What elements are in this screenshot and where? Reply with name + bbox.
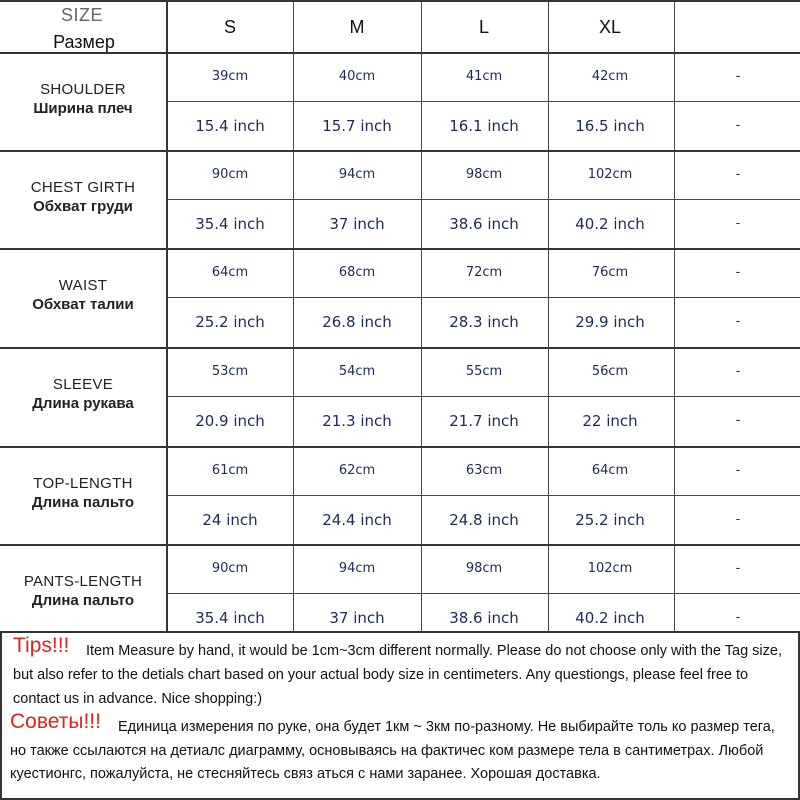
inch-value-cell: 40.2 inch xyxy=(575,214,645,233)
inch-value-cell: - xyxy=(735,117,741,133)
row-divider xyxy=(0,248,800,250)
row-label-ru: Обхват талии xyxy=(32,296,134,313)
row-divider xyxy=(0,150,800,152)
sub-row-divider xyxy=(167,199,800,200)
cm-value-cell: - xyxy=(735,166,741,182)
row-label: WAIST xyxy=(58,277,108,294)
row-divider xyxy=(0,631,800,633)
cm-value-cell: 64cm xyxy=(211,264,249,280)
inch-value-cell: 24.4 inch xyxy=(322,510,392,529)
row-label-ru: Длина пальто xyxy=(31,592,135,609)
column-divider xyxy=(674,0,675,631)
inch-value-cell: 25.2 inch xyxy=(575,510,645,529)
cm-value-cell: - xyxy=(735,363,741,379)
size-column-header: S xyxy=(223,17,236,37)
row-label-ru: Длина пальто xyxy=(31,494,135,511)
cm-value-cell: 62cm xyxy=(338,462,376,478)
inch-value-cell: 37 inch xyxy=(329,214,385,233)
cm-value-cell: 42cm xyxy=(591,68,629,84)
row-label: SLEEVE xyxy=(52,376,114,393)
size-header-label-ru: Размер xyxy=(53,32,115,52)
cm-value-cell: 40cm xyxy=(338,68,376,84)
column-divider xyxy=(166,0,168,631)
row-label-ru: Ширина плеч xyxy=(33,100,133,117)
column-divider xyxy=(293,0,294,631)
cm-value-cell: 76cm xyxy=(591,264,629,280)
inch-value-cell: - xyxy=(735,313,741,329)
row-label: SHOULDER xyxy=(40,81,126,98)
tips-text: Item Measure by hand, it would be 1cm~3cm different normally. Please do not choose only with the Tag size, but also refer to the detials chart based on your actual body size in centimeters. Any questiongs, please feel free to contact us in advance. Nice shopping:) xyxy=(13,643,782,707)
row-divider xyxy=(0,0,800,2)
cm-value-cell: 68cm xyxy=(338,264,376,280)
inch-value-cell: 25.2 inch xyxy=(195,312,265,331)
cm-value-cell: 90cm xyxy=(211,166,249,182)
size-header-label: SIZE xyxy=(60,5,103,25)
inch-value-cell: 21.7 inch xyxy=(449,411,519,430)
cm-value-cell: 64cm xyxy=(591,462,629,478)
row-label: CHEST GIRTH xyxy=(30,179,136,196)
row-label-ru: Длина рукава xyxy=(32,395,134,412)
tips-title: Tips!!! xyxy=(13,634,70,657)
cm-value-cell: 53cm xyxy=(211,363,249,379)
size-column-header: L xyxy=(478,17,489,37)
cm-value-cell: 61cm xyxy=(211,462,249,478)
inch-value-cell: - xyxy=(735,511,741,527)
row-divider xyxy=(0,544,800,546)
inch-value-cell: 20.9 inch xyxy=(195,411,265,430)
cm-value-cell: 56cm xyxy=(591,363,629,379)
cm-value-cell: 98cm xyxy=(465,560,503,576)
sovety-text: Единица измерения по руке, она будет 1км ~ 3км по-разному. Не выбирайте толь ко размер тега, но также ссылаются на детиалс диаграмму, основываясь на фактичес ком размере тела в сантиметрах. Любой куестионгс, пожалуйста, не стесняйтесь связ аться с нами заранее. Хорошая доставка. xyxy=(10,719,775,782)
inch-value-cell: 35.4 inch xyxy=(195,214,265,233)
inch-value-cell: - xyxy=(735,609,741,625)
cm-value-cell: 94cm xyxy=(338,560,376,576)
inch-value-cell: 24.8 inch xyxy=(449,510,519,529)
sub-row-divider xyxy=(167,101,800,102)
row-divider xyxy=(0,347,800,349)
inch-value-cell: 15.4 inch xyxy=(195,116,265,135)
inch-value-cell: 26.8 inch xyxy=(322,312,392,331)
cm-value-cell: 98cm xyxy=(465,166,503,182)
inch-value-cell: 38.6 inch xyxy=(449,608,519,627)
inch-value-cell: - xyxy=(735,412,741,428)
column-divider xyxy=(421,0,422,631)
cm-value-cell: 63cm xyxy=(465,462,503,478)
cm-value-cell: 72cm xyxy=(465,264,503,280)
cm-value-cell: - xyxy=(735,264,741,280)
inch-value-cell: 16.5 inch xyxy=(575,116,645,135)
inch-value-cell: 28.3 inch xyxy=(449,312,519,331)
row-label: TOP-LENGTH xyxy=(33,475,133,492)
cm-value-cell: - xyxy=(735,462,741,478)
cm-value-cell: 39cm xyxy=(211,68,249,84)
inch-value-cell: - xyxy=(735,215,741,231)
size-column-header: XL xyxy=(598,17,622,37)
size-column-header xyxy=(678,15,798,39)
notes-border xyxy=(0,631,2,800)
cm-value-cell: 54cm xyxy=(338,363,376,379)
inch-value-cell: 21.3 inch xyxy=(322,411,392,430)
inch-value-cell: 24 inch xyxy=(202,510,258,529)
inch-value-cell: 16.1 inch xyxy=(449,116,519,135)
sub-row-divider xyxy=(167,593,800,594)
cm-value-cell: 94cm xyxy=(338,166,376,182)
cm-value-cell: - xyxy=(735,560,741,576)
sub-row-divider xyxy=(167,495,800,496)
row-label-ru: Обхват груди xyxy=(33,198,133,215)
cm-value-cell: - xyxy=(735,68,741,84)
size-column-header: M xyxy=(349,17,365,37)
sub-row-divider xyxy=(167,297,800,298)
column-divider xyxy=(548,0,549,631)
inch-value-cell: 37 inch xyxy=(329,608,385,627)
cm-value-cell: 55cm xyxy=(465,363,503,379)
row-divider xyxy=(0,52,800,54)
row-divider xyxy=(0,446,800,448)
inch-value-cell: 35.4 inch xyxy=(195,608,265,627)
cm-value-cell: 102cm xyxy=(587,560,633,576)
cm-value-cell: 102cm xyxy=(587,166,633,182)
inch-value-cell: 15.7 inch xyxy=(322,116,392,135)
cm-value-cell: 41cm xyxy=(465,68,503,84)
cm-value-cell: 90cm xyxy=(211,560,249,576)
sovety-title: Советы!!! xyxy=(10,710,101,733)
inch-value-cell: 22 inch xyxy=(582,411,638,430)
inch-value-cell: 29.9 inch xyxy=(575,312,645,331)
inch-value-cell: 40.2 inch xyxy=(575,608,645,627)
sub-row-divider xyxy=(167,396,800,397)
row-label: PANTS-LENGTH xyxy=(23,573,143,590)
inch-value-cell: 38.6 inch xyxy=(449,214,519,233)
